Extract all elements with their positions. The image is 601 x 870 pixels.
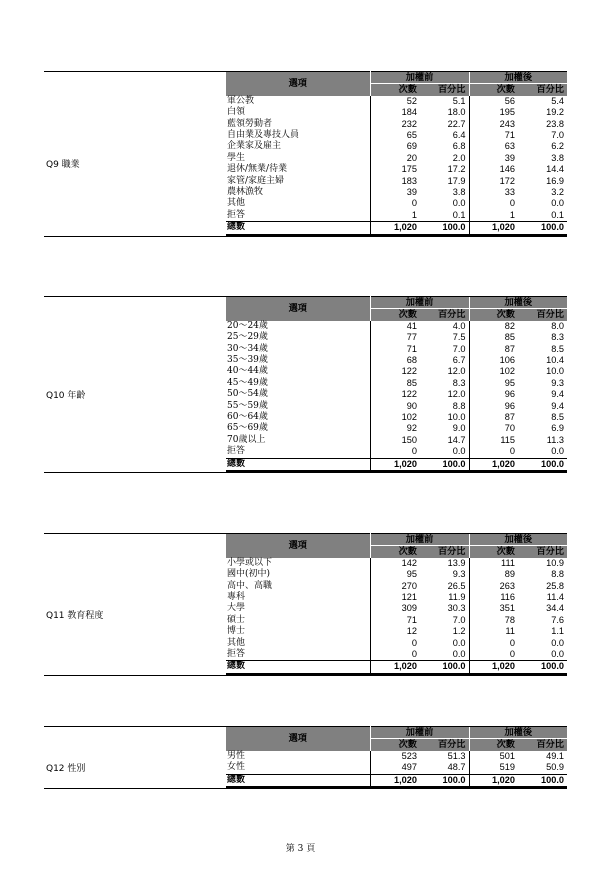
table-header-row xyxy=(226,727,567,739)
table-row xyxy=(226,615,567,626)
before-percent-cell: 18.0 xyxy=(447,107,466,118)
total-row xyxy=(226,458,567,471)
table-header-row xyxy=(226,297,567,309)
after-percent-cell: 8.5 xyxy=(551,412,564,423)
after-percent-cell: 9.3 xyxy=(551,377,564,388)
before-count-cell: 39 xyxy=(370,187,420,198)
table-row xyxy=(226,581,567,592)
table-row xyxy=(226,412,567,423)
after-count-cell: 87 xyxy=(469,344,518,355)
after-percent-cell: 100.0 xyxy=(518,222,567,235)
after-percent-cell: 25.8 xyxy=(546,580,564,591)
total-row xyxy=(226,661,567,674)
option-cell: 家管/家庭主婦 xyxy=(226,176,370,187)
before-count-cell: 71 xyxy=(370,344,420,355)
after-percent-cell: 0.0 xyxy=(551,637,564,648)
after-count-cell: 1 xyxy=(469,210,518,222)
after-count-cell: 0 xyxy=(469,649,518,661)
before-percent-cell: 14.7 xyxy=(447,434,466,445)
table-header-row xyxy=(226,534,567,546)
before-count-cell: 122 xyxy=(370,366,420,377)
after-weight-header: 加權後 xyxy=(469,727,567,739)
before-percent-cell: 9.0 xyxy=(452,423,466,434)
table-row xyxy=(226,96,567,107)
section-bottom-rule xyxy=(44,236,567,237)
after-percent-cell: 8.8 xyxy=(551,569,564,580)
option-cell: 20～24歲 xyxy=(226,321,370,332)
table-row xyxy=(226,321,567,332)
before-count-cell: 309 xyxy=(370,603,420,614)
after-count-cell: 85 xyxy=(469,332,518,343)
table-row xyxy=(226,649,567,661)
percent-header: 百分比 xyxy=(420,84,469,96)
after-count-cell: 195 xyxy=(469,107,518,118)
before-weight-header: 加權前 xyxy=(370,297,469,309)
before-percent-cell: 11.9 xyxy=(448,592,466,603)
table-row xyxy=(226,592,567,603)
before-percent-cell: 0.1 xyxy=(452,209,466,220)
after-percent-cell: 3.8 xyxy=(551,152,564,163)
table-row xyxy=(226,153,567,164)
table-header-row xyxy=(226,72,567,84)
before-percent-cell: 0.0 xyxy=(452,637,466,648)
before-percent-cell: 6.8 xyxy=(452,141,466,152)
table-row xyxy=(226,762,567,774)
after-count-cell: 0 xyxy=(469,198,518,209)
option-cell: 總數 xyxy=(226,661,370,674)
section-bottom-rule xyxy=(44,675,567,676)
before-weight-header: 加權前 xyxy=(370,72,469,84)
before-count-cell: 52 xyxy=(370,96,420,107)
option-cell: 50～54歲 xyxy=(226,389,370,400)
before-percent-cell: 0.0 xyxy=(452,649,466,660)
after-count-cell: 82 xyxy=(469,321,518,332)
option-cell: 65～69歲 xyxy=(226,423,370,434)
option-cell: 高中、高職 xyxy=(226,581,370,592)
option-cell: 碩士 xyxy=(226,615,370,626)
before-percent-cell: 6.4 xyxy=(452,130,466,141)
option-cell: 退休/無業/待業 xyxy=(226,164,370,175)
after-percent-cell: 100.0 xyxy=(518,458,567,471)
after-weight-header: 加權後 xyxy=(469,72,567,84)
after-count-cell: 111 xyxy=(469,558,518,569)
after-percent-cell: 6.2 xyxy=(551,141,564,152)
after-percent-cell: 7.6 xyxy=(551,614,564,625)
option-cell: 35～39歲 xyxy=(226,355,370,366)
before-count-cell: 0 xyxy=(370,638,420,649)
option-header: 選項 xyxy=(226,297,370,321)
before-count-cell: 1,020 xyxy=(370,222,420,235)
table-row xyxy=(226,130,567,141)
before-count-cell: 41 xyxy=(370,321,420,332)
option-cell: 女性 xyxy=(226,762,370,774)
before-percent-cell: 48.7 xyxy=(447,762,466,773)
after-percent-cell: 19.2 xyxy=(546,107,564,118)
after-percent-cell: 16.9 xyxy=(546,175,564,186)
option-header: 選項 xyxy=(226,72,370,96)
after-count-cell: 1,020 xyxy=(469,458,518,471)
option-cell: 其他 xyxy=(226,638,370,649)
after-percent-cell: 23.8 xyxy=(546,118,564,129)
after-percent-cell: 10.9 xyxy=(546,557,564,568)
section-12 xyxy=(44,726,567,790)
after-percent-cell: 3.2 xyxy=(551,187,564,198)
before-percent-cell: 17.2 xyxy=(447,164,466,175)
table-row xyxy=(226,210,567,222)
option-cell: 農林漁牧 xyxy=(226,187,370,198)
option-cell: 博士 xyxy=(226,626,370,637)
option-header: 選項 xyxy=(226,727,370,751)
option-cell: 總數 xyxy=(226,458,370,471)
table-row xyxy=(226,435,567,446)
after-count-cell: 263 xyxy=(469,581,518,592)
table-row xyxy=(226,176,567,187)
option-cell: 70歲以上 xyxy=(226,435,370,446)
after-percent-cell: 0.0 xyxy=(551,198,564,209)
option-cell: 大學 xyxy=(226,603,370,614)
table-row xyxy=(226,119,567,130)
after-percent-cell: 6.9 xyxy=(551,423,564,434)
after-weight-header: 加權後 xyxy=(469,297,567,309)
before-percent-cell: 51.3 xyxy=(447,750,466,761)
before-count-cell: 65 xyxy=(370,130,420,141)
after-count-cell: 1,020 xyxy=(469,774,518,787)
before-count-cell: 0 xyxy=(370,649,420,661)
after-percent-cell: 10.4 xyxy=(546,355,564,366)
before-percent-cell: 100.0 xyxy=(420,458,469,471)
table-row xyxy=(226,446,567,458)
table-row xyxy=(226,378,567,389)
table-row xyxy=(226,569,567,580)
after-percent-cell: 9.4 xyxy=(551,389,564,400)
before-percent-cell: 3.8 xyxy=(452,187,466,198)
option-cell: 拒答 xyxy=(226,446,370,458)
frequency-table xyxy=(226,296,567,472)
after-percent-cell: 34.4 xyxy=(546,603,564,614)
option-cell: 45～49歲 xyxy=(226,378,370,389)
before-count-cell: 1,020 xyxy=(370,661,420,674)
after-count-cell: 519 xyxy=(469,762,518,774)
after-count-cell: 56 xyxy=(469,96,518,107)
after-count-cell: 115 xyxy=(469,435,518,446)
table-row xyxy=(226,332,567,343)
after-count-cell: 39 xyxy=(469,153,518,164)
after-percent-cell: 9.4 xyxy=(551,400,564,411)
percent-header: 百分比 xyxy=(518,309,567,321)
after-count-cell: 33 xyxy=(469,187,518,198)
after-count-cell: 89 xyxy=(469,569,518,580)
before-count-cell: 523 xyxy=(370,751,420,762)
after-percent-cell: 8.0 xyxy=(551,320,564,331)
section-10 xyxy=(44,296,567,474)
percent-header: 百分比 xyxy=(420,309,469,321)
before-count-cell: 183 xyxy=(370,176,420,187)
count-header: 次數 xyxy=(370,309,420,321)
after-count-cell: 1,020 xyxy=(469,222,518,235)
option-cell: 白領 xyxy=(226,107,370,118)
after-count-cell: 351 xyxy=(469,603,518,614)
table-row xyxy=(226,107,567,118)
after-count-cell: 106 xyxy=(469,355,518,366)
before-count-cell: 142 xyxy=(370,558,420,569)
table-row xyxy=(226,355,567,366)
after-count-cell: 146 xyxy=(469,164,518,175)
count-header: 次數 xyxy=(469,84,518,96)
after-percent-cell: 10.0 xyxy=(546,366,564,377)
before-percent-cell: 7.0 xyxy=(452,614,466,625)
after-count-cell: 116 xyxy=(469,592,518,603)
before-percent-cell: 12.0 xyxy=(447,366,466,377)
percent-header: 百分比 xyxy=(420,739,469,751)
frequency-table xyxy=(226,71,567,236)
before-percent-cell: 17.9 xyxy=(447,175,466,186)
table-row xyxy=(226,423,567,434)
question-label: Q9 職業 xyxy=(46,160,80,171)
after-count-cell: 243 xyxy=(469,119,518,130)
option-cell: 軍公教 xyxy=(226,96,370,107)
table-row xyxy=(226,603,567,614)
table-row xyxy=(226,751,567,762)
count-header: 次數 xyxy=(370,84,420,96)
after-percent-cell: 100.0 xyxy=(518,774,567,787)
after-percent-cell: 1.1 xyxy=(551,626,564,637)
question-label: Q12 性別 xyxy=(46,763,86,774)
before-percent-cell: 9.3 xyxy=(452,569,466,580)
table-row xyxy=(226,558,567,569)
after-percent-cell: 0.0 xyxy=(551,446,564,457)
percent-header: 百分比 xyxy=(420,546,469,558)
before-percent-cell: 4.0 xyxy=(452,320,466,331)
after-percent-cell: 5.4 xyxy=(551,95,564,106)
after-count-cell: 0 xyxy=(469,446,518,458)
before-weight-header: 加權前 xyxy=(370,727,469,739)
option-cell: 總數 xyxy=(226,774,370,787)
after-percent-cell: 14.4 xyxy=(546,164,564,175)
before-count-cell: 12 xyxy=(370,626,420,637)
before-count-cell: 77 xyxy=(370,332,420,343)
before-count-cell: 0 xyxy=(370,198,420,209)
after-weight-header: 加權後 xyxy=(469,534,567,546)
option-cell: 其他 xyxy=(226,198,370,209)
before-percent-cell: 0.0 xyxy=(452,198,466,209)
option-cell: 40～44歲 xyxy=(226,366,370,377)
after-count-cell: 71 xyxy=(469,130,518,141)
before-count-cell: 150 xyxy=(370,435,420,446)
after-count-cell: 87 xyxy=(469,412,518,423)
before-count-cell: 1,020 xyxy=(370,458,420,471)
section-bottom-rule xyxy=(44,788,567,789)
before-count-cell: 232 xyxy=(370,119,420,130)
before-percent-cell: 2.0 xyxy=(452,152,466,163)
section-bottom-rule xyxy=(44,472,567,473)
after-percent-cell: 7.0 xyxy=(551,130,564,141)
before-percent-cell: 12.0 xyxy=(447,389,466,400)
after-count-cell: 70 xyxy=(469,423,518,434)
before-percent-cell: 7.0 xyxy=(452,343,466,354)
after-count-cell: 0 xyxy=(469,638,518,649)
before-percent-cell: 30.3 xyxy=(447,603,466,614)
before-weight-header: 加權前 xyxy=(370,534,469,546)
frequency-table xyxy=(226,533,567,675)
before-percent-cell: 26.5 xyxy=(447,580,466,591)
percent-header: 百分比 xyxy=(518,84,567,96)
before-count-cell: 175 xyxy=(370,164,420,175)
option-header: 選項 xyxy=(226,534,370,558)
table-row xyxy=(226,187,567,198)
after-percent-cell: 100.0 xyxy=(518,661,567,674)
section-11 xyxy=(44,533,567,677)
after-percent-cell: 0.1 xyxy=(551,209,564,220)
count-header: 次數 xyxy=(469,546,518,558)
section-9 xyxy=(44,71,567,238)
before-percent-cell: 100.0 xyxy=(420,222,469,235)
before-percent-cell: 22.7 xyxy=(447,118,466,129)
after-count-cell: 1,020 xyxy=(469,661,518,674)
option-cell: 國中(初中) xyxy=(226,569,370,580)
option-cell: 拒答 xyxy=(226,649,370,661)
total-row xyxy=(226,774,567,787)
before-percent-cell: 0.0 xyxy=(452,446,466,457)
after-count-cell: 78 xyxy=(469,615,518,626)
table-row xyxy=(226,344,567,355)
before-count-cell: 184 xyxy=(370,107,420,118)
table-row xyxy=(226,164,567,175)
option-cell: 30～34歲 xyxy=(226,344,370,355)
before-count-cell: 69 xyxy=(370,141,420,152)
before-count-cell: 102 xyxy=(370,412,420,423)
page-number: 第 3 頁 xyxy=(285,844,316,854)
after-count-cell: 102 xyxy=(469,366,518,377)
before-count-cell: 71 xyxy=(370,615,420,626)
after-count-cell: 95 xyxy=(469,378,518,389)
before-percent-cell: 100.0 xyxy=(420,774,469,787)
option-cell: 60～64歲 xyxy=(226,412,370,423)
after-percent-cell: 11.3 xyxy=(546,434,564,445)
before-count-cell: 90 xyxy=(370,401,420,412)
after-percent-cell: 0.0 xyxy=(551,649,564,660)
option-cell: 小學或以下 xyxy=(226,558,370,569)
before-count-cell: 92 xyxy=(370,423,420,434)
percent-header: 百分比 xyxy=(518,739,567,751)
count-header: 次數 xyxy=(469,739,518,751)
before-percent-cell: 6.7 xyxy=(452,355,466,366)
after-percent-cell: 11.4 xyxy=(546,592,564,603)
question-label: Q10 年齡 xyxy=(46,390,86,401)
count-header: 次數 xyxy=(370,546,420,558)
before-count-cell: 85 xyxy=(370,378,420,389)
after-count-cell: 63 xyxy=(469,141,518,152)
table-row xyxy=(226,626,567,637)
table-row xyxy=(226,638,567,649)
total-row xyxy=(226,222,567,235)
after-count-cell: 96 xyxy=(469,389,518,400)
question-label: Q11 教育程度 xyxy=(46,610,104,621)
before-count-cell: 1 xyxy=(370,210,420,222)
option-cell: 25～29歲 xyxy=(226,332,370,343)
before-percent-cell: 8.8 xyxy=(452,400,466,411)
option-cell: 自由業及專技人員 xyxy=(226,130,370,141)
after-count-cell: 11 xyxy=(469,626,518,637)
after-percent-cell: 8.5 xyxy=(551,343,564,354)
after-count-cell: 172 xyxy=(469,176,518,187)
before-count-cell: 270 xyxy=(370,581,420,592)
after-percent-cell: 49.1 xyxy=(546,750,564,761)
table-row xyxy=(226,366,567,377)
table-row xyxy=(226,141,567,152)
before-count-cell: 95 xyxy=(370,569,420,580)
table-row xyxy=(226,401,567,412)
before-percent-cell: 10.0 xyxy=(447,412,466,423)
before-percent-cell: 5.1 xyxy=(452,95,466,106)
percent-header: 百分比 xyxy=(518,546,567,558)
before-count-cell: 122 xyxy=(370,389,420,400)
after-count-cell: 501 xyxy=(469,751,518,762)
before-percent-cell: 8.3 xyxy=(452,377,466,388)
option-cell: 藍領勞動者 xyxy=(226,119,370,130)
before-count-cell: 1,020 xyxy=(370,774,420,787)
option-cell: 55～59歲 xyxy=(226,401,370,412)
count-header: 次數 xyxy=(370,739,420,751)
before-percent-cell: 7.5 xyxy=(452,332,466,343)
option-cell: 男性 xyxy=(226,751,370,762)
table-row xyxy=(226,389,567,400)
before-count-cell: 68 xyxy=(370,355,420,366)
option-cell: 企業家及雇主 xyxy=(226,141,370,152)
option-cell: 學生 xyxy=(226,153,370,164)
before-count-cell: 121 xyxy=(370,592,420,603)
table-row xyxy=(226,198,567,209)
option-cell: 拒答 xyxy=(226,210,370,222)
option-cell: 專科 xyxy=(226,592,370,603)
before-count-cell: 20 xyxy=(370,153,420,164)
before-count-cell: 497 xyxy=(370,762,420,774)
after-percent-cell: 50.9 xyxy=(546,762,564,773)
before-percent-cell: 100.0 xyxy=(420,661,469,674)
frequency-table xyxy=(226,726,567,788)
option-cell: 總數 xyxy=(226,222,370,235)
before-percent-cell: 13.9 xyxy=(447,557,466,568)
after-percent-cell: 8.3 xyxy=(551,332,564,343)
before-percent-cell: 1.2 xyxy=(452,626,466,637)
after-count-cell: 96 xyxy=(469,401,518,412)
before-count-cell: 0 xyxy=(370,446,420,458)
count-header: 次數 xyxy=(469,309,518,321)
